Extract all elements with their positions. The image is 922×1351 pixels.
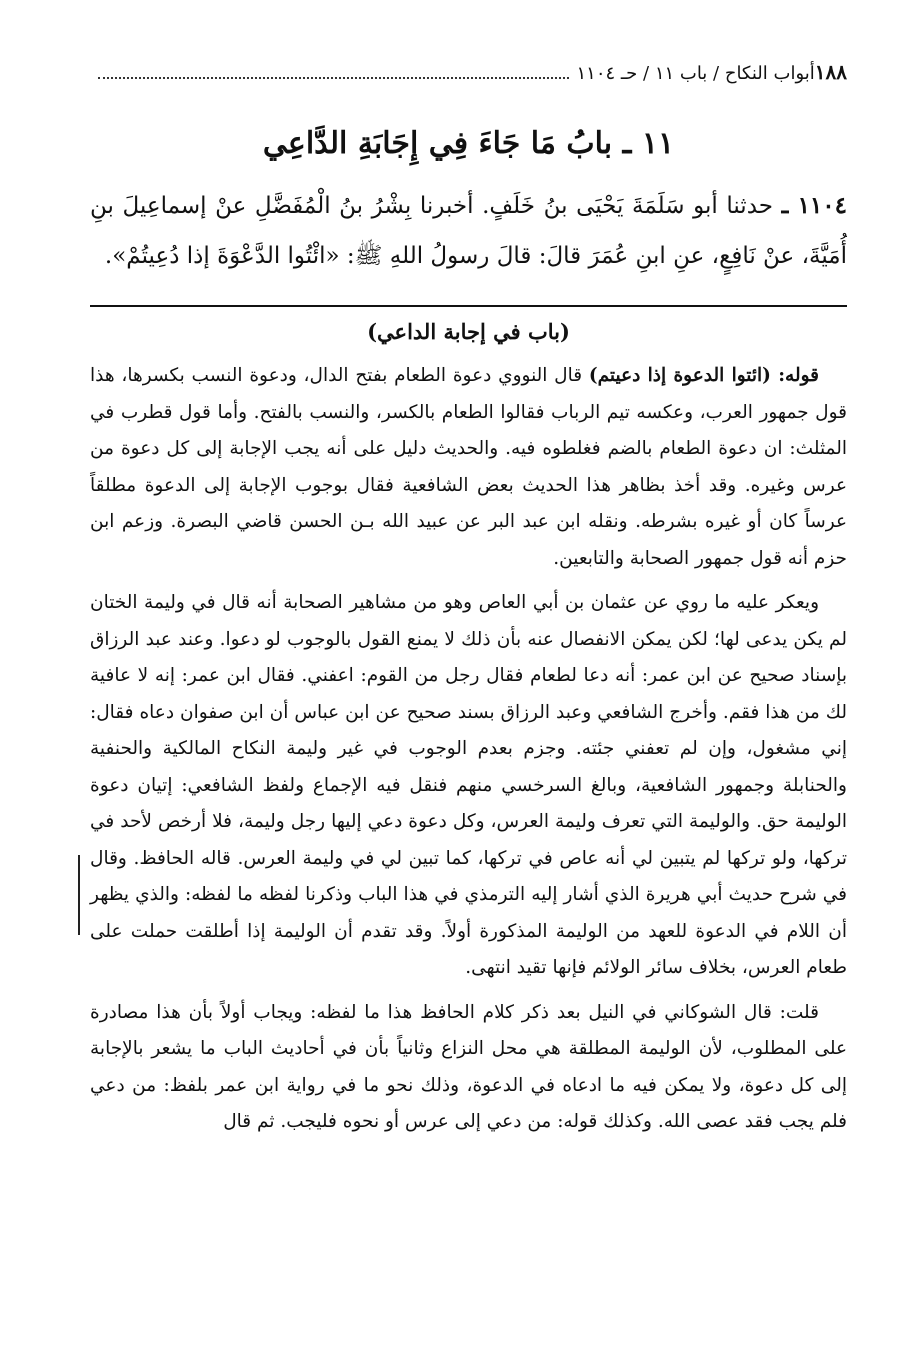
commentary-paragraph-1-text: قال النووي دعوة الطعام بفتح الدال، ودعوة النسب بكسرها، هذا قول جمهور العرب، وعكسه تيم الرباب فقالوا الطعام بالكسر، والنسب بالفتح. وأما قول قطرب في المثلث: ان دعوة الطعام بالضم فغلطوه فيه. والحديث دليل على أنه يجب الإجابة إلى كل دعوة من عرس وغيره. وقد أخذ بظاهر هذا الحديث بعض الشافعية فقال بوجوب الإجابة إلى الدعوة مطلقاً عرساً كان أو غيره بشرطه. ونقله ابن عبد البر عن عبيد الله بـن الحسن قاضي البصرة. وزعم ابن حزم أنه قول جمهور الصحابة والتابعين. [90, 365, 847, 569]
commentary-paragraph-3: قلت: قال الشوكاني في النيل بعد ذكر كلام الحافظ هذا ما لفظه: ويجاب أولاً بأن هذا مصادرة على المطلوب، لأن الوليمة المطلقة هي محل النزاع وثانياً بأن في أحاديث الباب ما يشعر بالإجابة إلى كل دعوة، ولا يمكن فيه ما ادعاه في الدعوة، وذلك نحو ما في رواية ابن عمر بلفظ: من دعي فلم يجب فقد عصى الله. وكذلك قوله: من دعي إلى عرس أو نحوه فليجب. ثم قال [90, 1001, 847, 1132]
hadith-text-block [90, 181, 847, 281]
chapter-title: ١١ ـ بابُ مَا جَاءَ فِي إِجَابَةِ الدَّاعِي [262, 126, 675, 161]
footnote-divider [90, 305, 847, 307]
book-page [90, 60, 847, 1149]
margin-line-mark [78, 855, 80, 935]
commentary-lead-quote: قوله: (ائتوا الدعوة إذا دعيتم) [588, 365, 819, 386]
header-dot-leader [98, 67, 569, 79]
commentary-block [90, 319, 847, 1141]
hadith-number: ١١٠٤ ـ [781, 192, 847, 219]
commentary-paragraph-2: ويعكر عليه ما روي عن عثمان بن أبي العاص وهو من مشاهير الصحابة أنه قال في وليمة الختان لم يكن يدعى لها؛ لكن يمكن الانفصال عنه بأن ذلك لا يمنع القول بالوجوب لو دعوا. وعند عبد الرزاق بإسناد صحيح عن ابن عمر: أنه دعا لطعام فقال رجل من القوم: اعفني. فقال ابن عمر: إنه لا عافية لك من هذا فقم. وأخرج الشافعي وعبد الرزاق بسند صحيح عن ابن عباس أن ابن صفوان دعاه فقال: إني مشغول، وإن لم تعفني جئته. وجزم بعدم الوجوب في غير وليمة النكاح المالكية والحنفية والحنابلة وجمهور الشافعية، وبالغ السرخسي منهم فنقل فيه الإجماع ولفظ الشافعي: إتيان دعوة الوليمة حق. والوليمة التي تعرف وليمة العرس، وكل دعوة دعي إليها رجل وليمة، فلا أرخص لأحد في تركها، ولو تركها لم يتبين لي أنه عاص في تركها، كما تبين لي في وليمة العرس. قاله الحافظ. وقال في شرح حديث أبي هريرة الذي أشار إليه الترمذي في هذا الباب وذكرنا لفظه ما لفظه: والذي يظهر أن اللام في الدعوة للعهد من الوليمة المذكورة أولاً. وقد تقدم أن الوليمة إذا أطلقت حملت على طعام العرس، بخلاف سائر الولائم فإنها تقيد انتهى. [90, 592, 847, 978]
commentary-section-title: (باب في إجابة الداعي) [367, 319, 570, 344]
hadith-body: حدثنا أبو سَلَمَةَ يَحْيَى بنُ خَلَفٍ. أخبرنا بِشْرُ بنُ الْمُفَضَّلِ عنْ إسماعِيلَ بنِ أُمَيَّةَ، عنْ نَافِعٍ، عنِ ابنِ عُمَرَ قالَ: قالَ رسولُ اللهِ ﷺ: «ائْتُوا الدَّعْوَةَ إذا دُعِيتُمْ». [90, 193, 847, 269]
running-title: أبواب النكاح / باب ١١ / حـ ١١٠٤ [576, 63, 815, 84]
running-header [90, 60, 847, 96]
commentary-paragraph-1 [90, 358, 847, 577]
page-number: ١٨٨ [814, 60, 847, 84]
